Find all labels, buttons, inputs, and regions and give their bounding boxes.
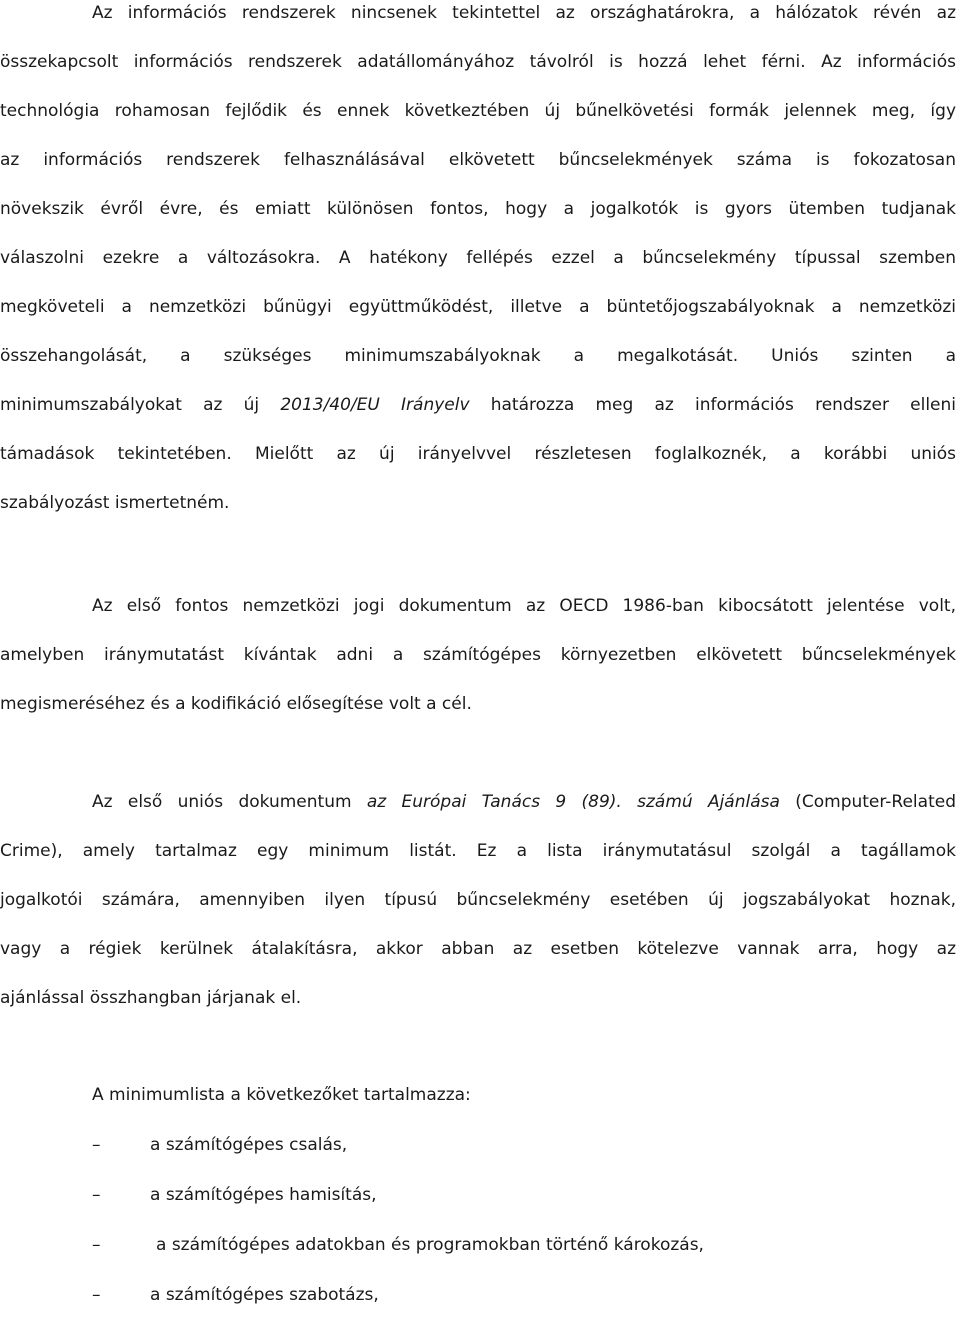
text-line: Az információs rendszerek nincsenek tekintettel az országhatárokra, a hálózatok révén az: [92, 3, 956, 23]
paragraph-1: [0, 0, 956, 528]
dash-bullet: –: [92, 1235, 101, 1255]
dash-bullet: –: [92, 1285, 101, 1305]
text-line: minimumszabályokat az új 2013/40/EU Irányelv határozza meg az információs rendszer elleni: [0, 395, 957, 415]
recommendation-reference: az Európai Tanács 9 (89). számú Ajánlása: [366, 792, 780, 812]
text-line: Crime), amely tartalmaz egy minimum listát. Ez a lista iránymutatásul szolgál a tagállamok: [0, 841, 956, 861]
text-line: támadások tekintetében. Mielőtt az új irányelvvel részletesen foglalkoznék, a korábbi uniós: [0, 444, 956, 464]
text-line: ajánlással összhangban járjanak el.: [0, 988, 302, 1008]
dash-bullet: –: [92, 1185, 101, 1205]
text-line: növekszik évről évre, és emiatt különösen fontos, hogy a jogalkotók is gyors ütemben tudjanak: [0, 199, 956, 219]
directive-reference: 2013/40/EU Irányelv: [280, 395, 470, 415]
text-line: amelyben iránymutatást kívántak adni a számítógépes környezetben elkövetett bűncselekmények: [0, 645, 956, 665]
paragraph-3: [0, 778, 956, 1023]
text-line: Az első fontos nemzetközi jogi dokumentum az OECD 1986-ban kibocsátott jelentése volt,: [92, 596, 956, 616]
text-line: technológia rohamosan fejlődik és ennek következtében új bűnelkövetési formák jelennek meg, így: [0, 101, 956, 121]
text-line: jogalkotói számára, amennyiben ilyen típusú bűncselekmény esetében új jogszabályokat hoznak,: [0, 890, 956, 910]
text-line: összekapcsolt információs rendszerek adatállományához távolról is hozzá lehet férni. Az információs: [0, 52, 956, 72]
dash-bullet: –: [92, 1135, 101, 1155]
text-line: megköveteli a nemzetközi bűnügyi együttműködést, illetve a büntetőjogszabályoknak a nemzetközi: [0, 297, 956, 317]
list-item: – a számítógépes adatokban és programokban történő károkozás,: [92, 1221, 704, 1270]
text-line: megismeréséhez és a kodifikáció elősegítése volt a cél.: [0, 694, 472, 714]
text-line: vagy a régiek kerülnek átalakításra, akkor abban az esetben kötelezve vannak arra, hogy az: [0, 939, 956, 959]
text-line: az információs rendszerek felhasználásával elkövetett bűncselekmények száma is fokozatosan: [0, 150, 956, 170]
text-line: szabályozást ismertetném.: [0, 493, 230, 513]
text-line: Az első uniós dokumentum az Európai Tanács 9 (89). számú Ajánlása (Computer-Related: [92, 792, 956, 812]
list-item: – a számítógépes szabotázs,: [92, 1271, 379, 1320]
list-item: – a számítógépes hamisítás,: [92, 1171, 377, 1220]
paragraph-2: [0, 582, 956, 729]
list-item: – a számítógépes csalás,: [92, 1121, 347, 1170]
text-line: összehangolását, a szükséges minimumszabályoknak a megalkotását. Uniós szinten a: [0, 346, 956, 366]
list-intro: A minimumlista a következőket tartalmazza:: [92, 1085, 471, 1105]
text-line: válaszolni ezekre a változásokra. A hatékony fellépés ezzel a bűncselekmény típussal szemben: [0, 248, 956, 268]
